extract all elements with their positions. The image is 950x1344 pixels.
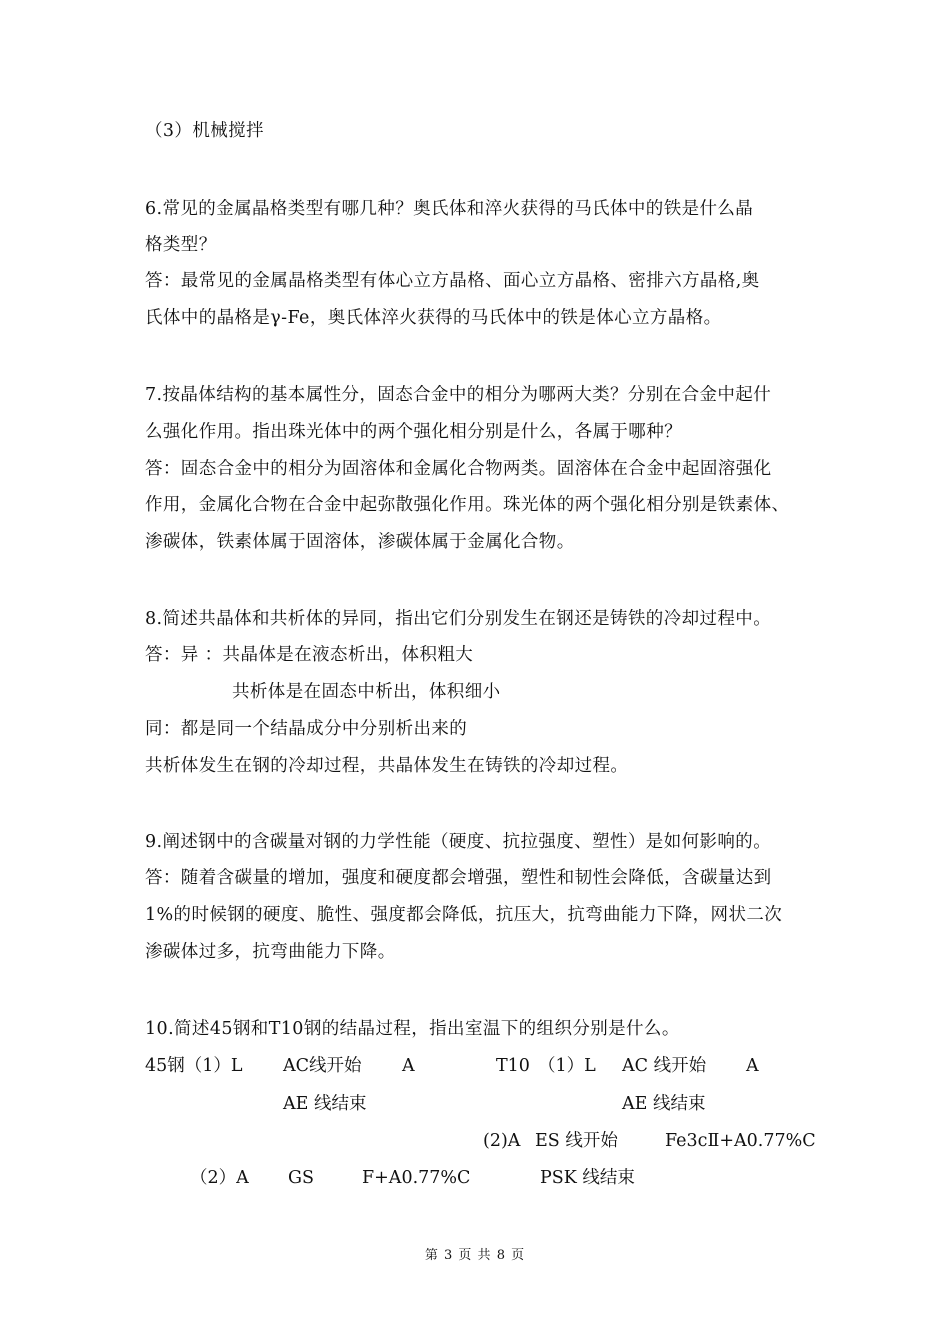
question-9: 9.阐述钢中的含碳量对钢的力学性能（硬度、抗拉强度、塑性）是如何影响的。 xyxy=(145,832,772,852)
answer-7-cont: 渗碳体，铁素体属于固溶体，渗碳体属于金属化合物。 xyxy=(145,532,575,552)
steel45-step2: （2）A xyxy=(190,1168,249,1188)
steel45-result: F+A0.77%C xyxy=(362,1168,471,1188)
steel45-ac-start: AC线开始 xyxy=(283,1056,362,1076)
answer-9-cont: 渗碳体过多，抗弯曲能力下降。 xyxy=(145,942,396,962)
answer-7: 答：固态合金中的相分为固溶体和金属化合物两类。固溶体在合金中起固溶强化 xyxy=(145,459,772,479)
answer-8-cont: 同：都是同一个结晶成分中分别析出来的 xyxy=(145,719,468,739)
question-8: 8.简述共晶体和共析体的异同，指出它们分别发生在钢还是铸铁的冷却过程中。 xyxy=(145,609,772,629)
question-6-cont: 格类型？ xyxy=(145,235,217,255)
text-line: （3）机械搅拌 xyxy=(145,121,264,141)
answer-8-cont: 共析体发生在钢的冷却过程，共晶体发生在铸铁的冷却过程。 xyxy=(145,756,629,776)
t10-es-start: ES 线开始 xyxy=(535,1131,618,1151)
question-10: 10.简述45钢和T10钢的结晶过程，指出室温下的组织分别是什么。 xyxy=(145,1019,680,1039)
t10-step2: (2)A xyxy=(483,1131,521,1151)
steel45-austenite: A xyxy=(402,1056,415,1076)
answer-8: 答：异 ：共晶体是在液态析出，体积粗大 xyxy=(145,645,474,665)
t10-austenite: A xyxy=(746,1056,759,1076)
question-7-cont: 么强化作用。指出珠光体中的两个强化相分别是什么，各属于哪种？ xyxy=(145,422,682,442)
answer-9: 答：随着含碳量的增加，强度和硬度都会增强，塑性和韧性会降低，含碳量达到 xyxy=(145,868,772,888)
t10-ac-start: AC 线开始 xyxy=(622,1056,707,1076)
t10-result: Fe3cⅡ+A0.77%C xyxy=(665,1131,816,1151)
t10-step1: （1）L xyxy=(538,1056,596,1076)
answer-6-cont: 氏体中的晶格是γ-Fe，奥氏体淬火获得的马氏体中的铁是体心立方晶格。 xyxy=(145,308,722,328)
psk-end: PSK 线结束 xyxy=(540,1168,635,1188)
t10-label: T10 xyxy=(496,1056,530,1076)
question-7: 7.按晶体结构的基本属性分，固态合金中的相分为哪两大类？分别在合金中起什 xyxy=(145,385,772,405)
steel45-step1: 45钢（1）L xyxy=(145,1056,243,1076)
answer-7-cont: 作用，金属化合物在合金中起弥散强化作用。珠光体的两个强化相分别是铁素体、 xyxy=(145,495,790,515)
answer-8-cont: 共析体是在固态中析出，体积细小 xyxy=(232,682,501,702)
page-number: 第 3 页 共 8 页 xyxy=(424,1248,526,1263)
answer-9-cont: 1%的时候钢的硬度、脆性、强度都会降低，抗压大，抗弯曲能力下降，网状二次 xyxy=(145,905,783,925)
steel45-ae-end: AE 线结束 xyxy=(283,1094,367,1114)
steel45-gs: GS xyxy=(288,1168,314,1188)
t10-ae-end: AE 线结束 xyxy=(622,1094,706,1114)
question-6: 6.常见的金属晶格类型有哪几种？奥氏体和淬火获得的马氏体中的铁是什么晶 xyxy=(145,199,754,219)
answer-6: 答：最常见的金属晶格类型有体心立方晶格、面心立方晶格、密排六方晶格,奥 xyxy=(145,271,760,291)
